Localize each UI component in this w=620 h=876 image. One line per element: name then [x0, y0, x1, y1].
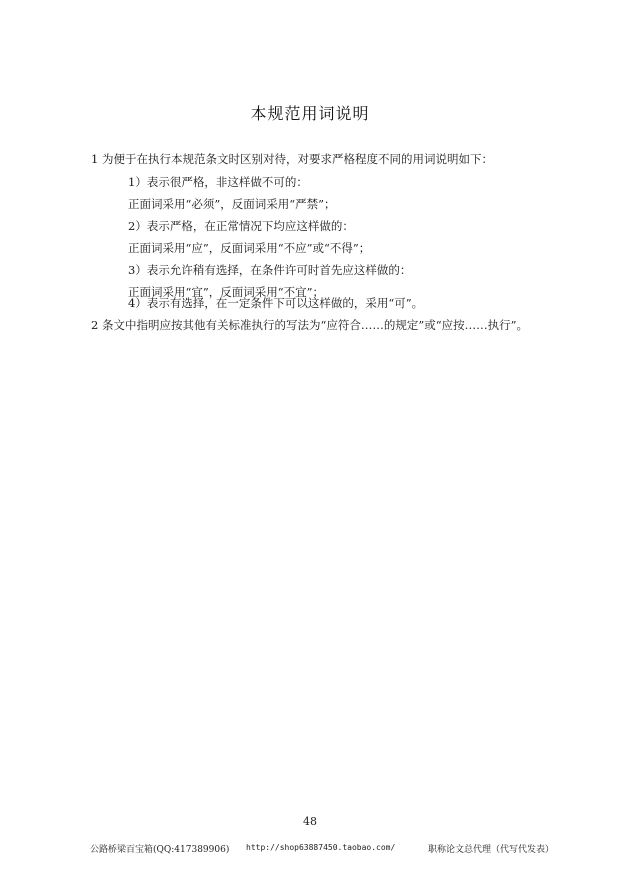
- clause-1-item-4: 4）表示有选择，在一定条件下可以这样做的，采用“可”。: [128, 296, 424, 310]
- clause-1-item-2: 2）表示严格，在正常情况下均应这样做的：: [128, 219, 354, 233]
- clause-1-item-3: 3）表示允许稍有选择，在条件许可时首先应这样做的：: [128, 263, 412, 277]
- clause-1-item-3-detail: 正面词采用“宜”，反面词采用“不宜”；: [128, 285, 325, 299]
- clause-1-item-2-detail: 正面词采用“应”，反面词采用“不应”或“不得”；: [128, 241, 371, 255]
- page-number: 48: [303, 815, 317, 828]
- page-title: 本规范用词说明: [250, 104, 370, 123]
- footer-url-link[interactable]: http://shop63887450.taobao.com/: [246, 843, 396, 852]
- clause-2: 2 条文中指明应按其他有关标准执行的写法为“应符合……的规定”或“应按……执行”。: [91, 318, 528, 332]
- footer-left-text: 公路桥梁百宝箱(QQ:417389906): [90, 845, 230, 855]
- footer-right-text: 职称论文总代理（代写代发表）: [428, 845, 555, 855]
- clause-1: 1 为便于在执行本规范条文时区别对待，对要求严格程度不同的用词说明如下：: [91, 152, 493, 166]
- clause-1-item-1: 1）表示很严格，非这样做不可的：: [128, 175, 308, 189]
- clause-1-item-1-detail: 正面词采用“必须”，反面词采用“严禁”；: [128, 197, 336, 211]
